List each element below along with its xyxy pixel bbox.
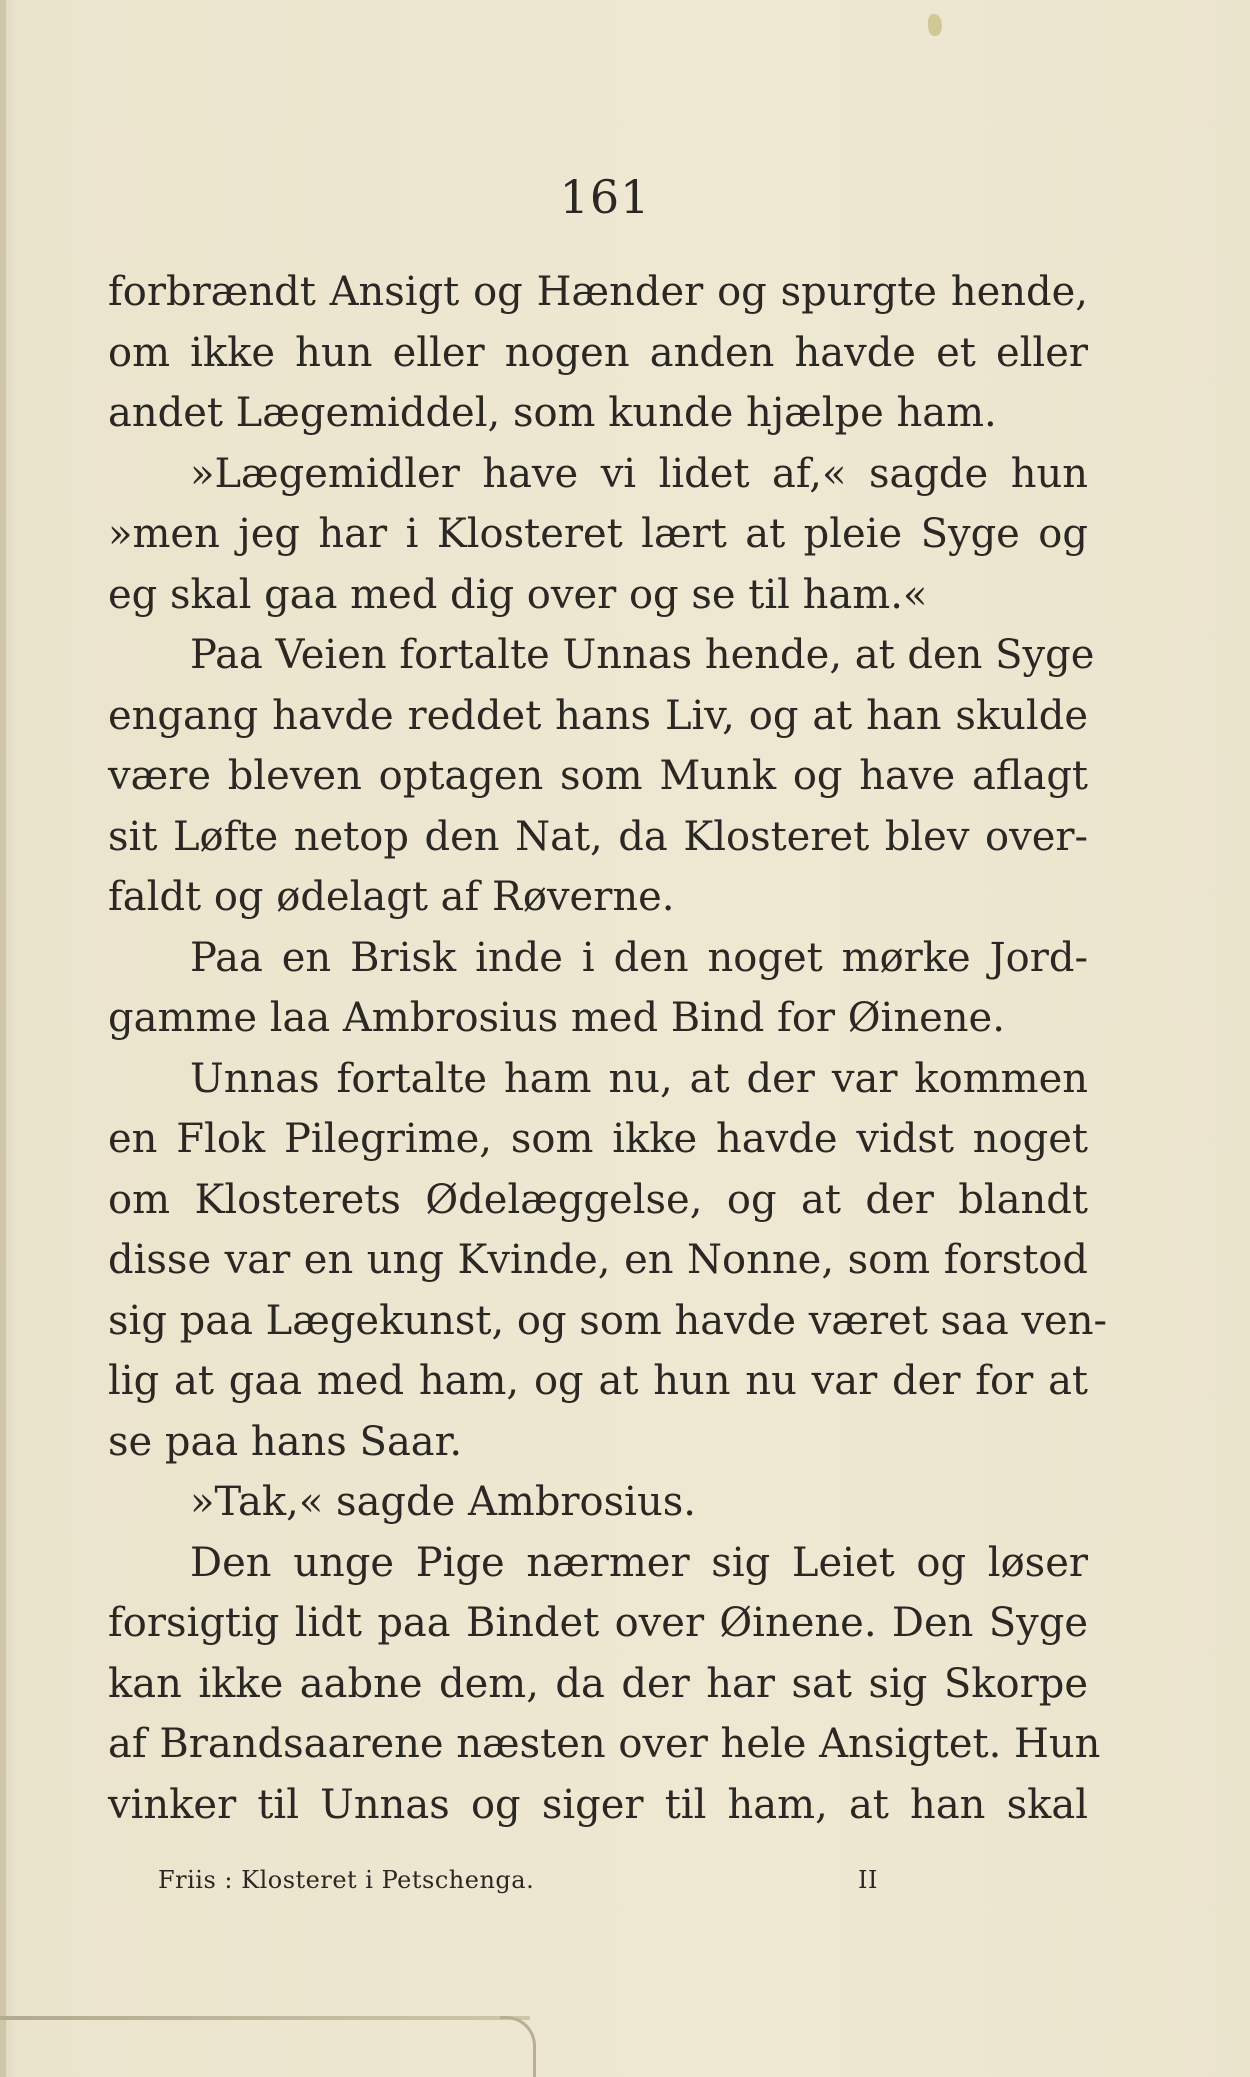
text-line: Paa Veien fortalte Unnas hende, at den Syge (190, 632, 1095, 678)
text-line: Den unge Pige nærmer sig Leiet og løser (190, 1539, 1088, 1586)
text-line: eg skal gaa med dig over og se til ham.« (108, 571, 928, 618)
text-line: Paa en Brisk inde i den noget mørke Jord- (190, 934, 1088, 981)
text-line: engang havde reddet hans Liv, og at han skulde (108, 692, 1088, 739)
paper-fold-line (0, 2016, 530, 2020)
text-line: forbrændt Ansigt og Hænder og spurgte hende, (108, 269, 1088, 315)
footer-book-title: Friis : Klosteret i Petschenga. (158, 1866, 535, 1894)
body-text (108, 262, 1108, 1835)
text-line: »Lægemidler have vi lidet af,« sagde hun (190, 450, 1088, 497)
text-line: lig at gaa med ham, og at hun nu var der for at (108, 1358, 1088, 1404)
text-line: »Tak,« sagde Ambrosius. (190, 1479, 696, 1525)
ink-stain-mark (928, 14, 942, 36)
text-line: se paa hans Saar. (108, 1418, 463, 1465)
text-line: gamme laa Ambrosius med Bind for Øinene. (108, 995, 1005, 1041)
text-line: kan ikke aabne dem, da der har sat sig Skorpe (108, 1660, 1088, 1707)
text-line: en Flok Pilegrime, som ikke havde vidst noget (108, 1116, 1088, 1162)
text-line: »men jeg har i Klosteret lært at pleie Syge og (108, 511, 1088, 557)
text-line: sig paa Lægekunst, og som havde været saa ven- (108, 1297, 1108, 1344)
text-line: om Klosterets Ødelæggelse, og at der blandt (108, 1176, 1088, 1223)
page-left-edge (0, 0, 6, 2077)
text-line: andet Lægemiddel, som kunde hjælpe ham. (108, 390, 997, 436)
text-line: være bleven optagen som Munk og have aflagt (108, 753, 1088, 799)
text-line: sit Løfte netop den Nat, da Klosteret blev over- (108, 813, 1088, 860)
text-line: faldt og ødelagt af Røverne. (108, 874, 675, 920)
text-line: disse var en ung Kvinde, en Nonne, som forstod (108, 1237, 1088, 1283)
footer-signature-mark: II (858, 1866, 878, 1894)
page-number: 161 (559, 170, 651, 224)
text-line: Unnas fortalte ham nu, at der var kommen (190, 1055, 1088, 1102)
text-line: vinker til Unnas og siger til ham, at han skal (108, 1781, 1088, 1828)
text-line: forsigtig lidt paa Bindet over Øinene. Den Syge (108, 1600, 1088, 1646)
paper-fold-curve (500, 2016, 536, 2077)
text-line: om ikke hun eller nogen anden havde et eller (108, 329, 1088, 376)
text-line: af Brandsaarene næsten over hele Ansigtet. Hun (108, 1721, 1101, 1767)
